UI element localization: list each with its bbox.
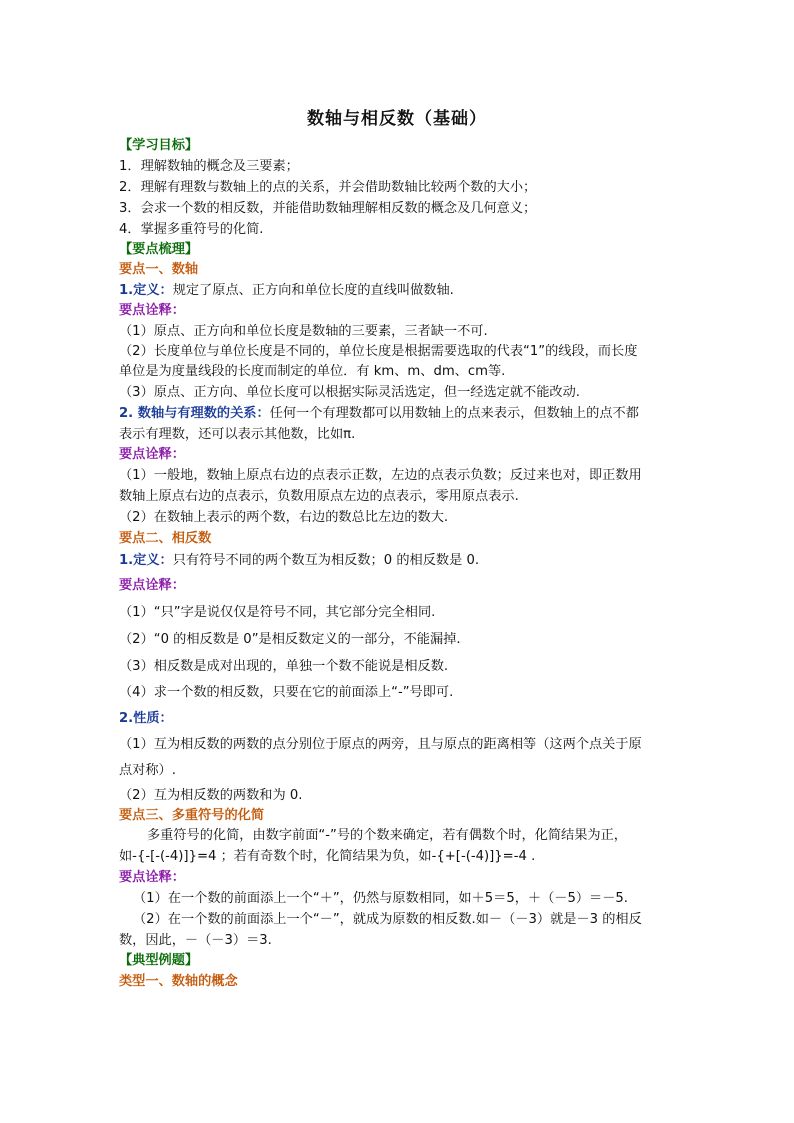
explanation-label: 要点诠释： [119, 447, 185, 462]
relation-text: 任何一个有理数都可以用数轴上的点来表示，但数轴上的点不都 [269, 406, 639, 421]
explanation-label: 要点诠释： [119, 870, 185, 885]
note-line: （1）“只”字是说仅仅是符号不同，其它部分完全相同. [119, 605, 436, 620]
goal-item: 2．理解有理数与数轴上的点的关系，并会借助数轴比较两个数的大小； [119, 180, 537, 195]
point1-definition [119, 281, 454, 301]
note-line: （4）求一个数的相反数，只要在它的前面添上“-”号即可. [119, 685, 454, 700]
definition-label: 1.定义： [119, 283, 173, 298]
goal-item: 3．会求一个数的相反数，并能借助数轴理解相反数的概念及几何意义； [119, 201, 537, 216]
note-line: 单位是为度量线段的长度而制定的单位．有 km、m、dm、cm等. [119, 364, 506, 379]
note-line: （3）相反数是成对出现的，单独一个数不能说是相反数. [119, 659, 449, 674]
property-label: 2.性质： [119, 711, 173, 726]
property-line: 点对称）. [119, 763, 176, 778]
goals-header: 【学习目标】 [119, 138, 199, 153]
body-line: 如-{-[-(-4)]}=4 ；若有奇数个时，化简结果为负，如-{+[-(-4)]}=-4 . [119, 849, 536, 864]
examples-header: 【典型例题】 [119, 953, 199, 968]
point3-heading: 要点三、多重符号的化简 [119, 808, 265, 823]
summary-header: 【要点梳理】 [119, 242, 199, 257]
property-line: （2）互为相反数的两数和为 0. [119, 788, 303, 803]
relation-line-2: 表示有理数，还可以表示其他数，比如π. [119, 427, 356, 442]
explanation-label: 要点诠释： [119, 303, 185, 318]
type1-heading: 类型一、数轴的概念 [119, 974, 238, 989]
goal-item: 1．理解数轴的概念及三要素； [119, 159, 299, 174]
point2-definition [119, 551, 479, 571]
note-line: （2）在数轴上表示的两个数，右边的数总比左边的数大. [119, 510, 449, 525]
body-line: 多重符号的化简，由数字前面“-”号的个数来确定，若有偶数个时，化简结果为正， [147, 828, 627, 843]
note-line: （1）原点、正方向和单位长度是数轴的三要素，三者缺一不可. [119, 324, 488, 339]
note-line: （1）在一个数的前面添上一个“＋”，仍然与原数相同，如＋5＝5，＋（－5）＝－5. [133, 891, 628, 906]
point1-heading: 要点一、数轴 [119, 262, 199, 277]
definition-text: 只有符号不同的两个数互为相反数；0 的相反数是 0. [172, 553, 480, 568]
goal-item: 4．掌握多重符号的化简. [119, 222, 264, 237]
definition-text: 规定了原点、正方向和单位长度的直线叫做数轴. [172, 283, 454, 298]
definition-label: 1.定义： [119, 553, 173, 568]
note-line: （2）“0 的相反数是 0”是相反数定义的一部分，不能漏掉. [119, 632, 461, 647]
note-line: （3）原点、正方向、单位长度可以根据实际灵活选定，但一经选定就不能改动. [119, 385, 580, 400]
property-line: （1）互为相反数的两数的点分别位于原点的两旁，且与原点的距离相等（这两个点关于原 [119, 737, 642, 752]
note-line: 数轴上原点右边的点表示，负数用原点左边的点表示，零用原点表示. [119, 489, 519, 504]
note-line: （2）在一个数的前面添上一个“－”，就成为原数的相反数.如－（－3）就是－3 的相反 [133, 912, 642, 927]
relation-label: 2. 数轴与有理数的关系： [119, 406, 270, 421]
note-line: 数，因此，－（－3）＝3. [119, 933, 272, 948]
note-line: （2）长度单位与单位长度是不同的，单位长度是根据需要选取的代表“1”的线段，而长度 [119, 344, 638, 359]
page-title: 数轴与相反数（基础） [307, 109, 487, 129]
explanation-label: 要点诠释： [119, 578, 185, 593]
note-line: （1）一般地，数轴上原点右边的点表示正数，左边的点表示负数；反过来也对，即正数用 [119, 468, 642, 483]
point2-heading: 要点二、相反数 [119, 531, 212, 546]
relation-line [119, 404, 639, 424]
